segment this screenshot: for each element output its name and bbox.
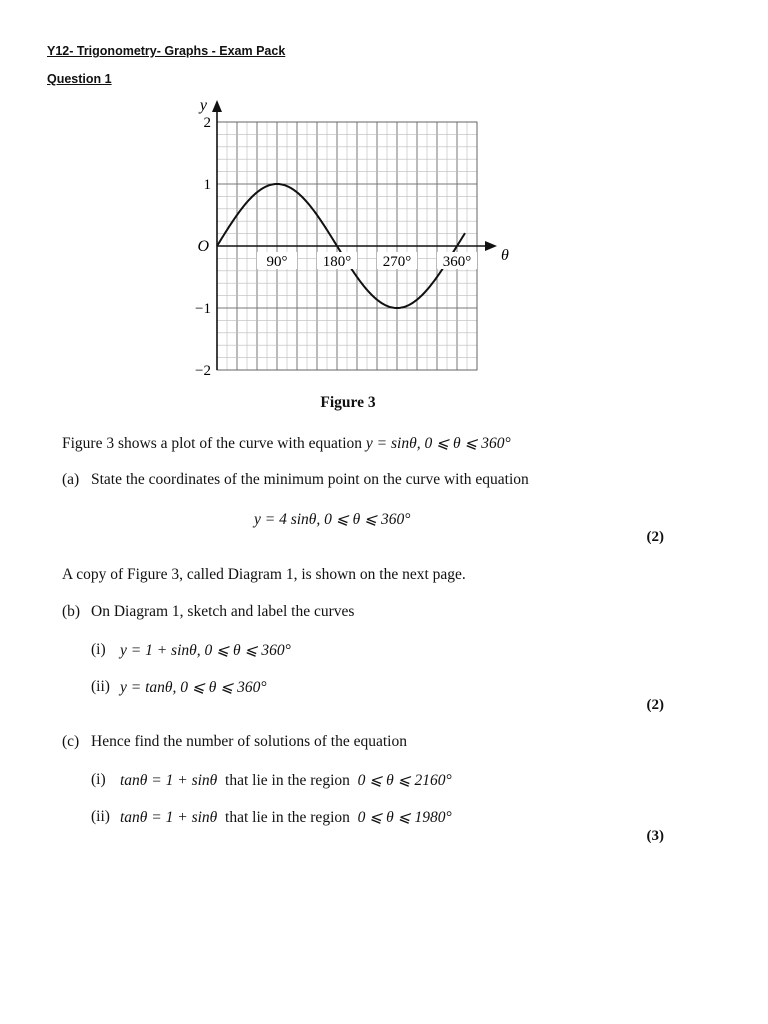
part-c-item-2-region: 0 ⩽ θ ⩽ 1980° [357,809,452,826]
part-a-text: State the coordinates of the minimum point on the curve with equation [91,471,529,488]
chart-axes [212,100,497,370]
y-tick-label: −1 [195,301,211,317]
part-b-item-2-equation: y = tanθ, 0 ⩽ θ ⩽ 360° [120,679,267,696]
part-c-item-2-equation: tanθ = 1 + sinθ [120,809,218,826]
part-c-item-2-region-text: that lie in the region [225,809,350,826]
part-b-item-2-label: (ii) [91,678,110,695]
part-a-equation: y = 4 sinθ, 0 ⩽ θ ⩽ 360° [254,511,411,528]
part-a-label: (a) [62,471,80,488]
part-c-item-2-label: (ii) [91,808,110,825]
part-c-item-2-content [120,808,452,827]
part-b-item-1-label: (i) [91,641,106,658]
x-axis-label: θ [501,247,509,264]
intro-line [62,434,511,453]
y-axis-arrow [212,100,222,112]
part-c-item-1-region-text: that lie in the region [225,772,350,789]
y-tick-label: −2 [195,363,211,379]
part-c-marks: (3) [646,828,664,844]
x-tick-label: 180° [322,254,352,270]
pack-title: Y12- Trigonometry- Graphs - Exam Pack [47,44,286,58]
x-axis-arrow [485,241,497,251]
part-a-marks: (2) [646,529,664,545]
intro-text: Figure 3 shows a plot of the curve with equation [62,435,366,452]
origin-label: O [197,238,209,255]
part-c-item-1-equation: tanθ = 1 + sinθ [120,772,218,789]
x-tick-label: 90° [266,254,288,270]
figure-3-chart [0,0,768,390]
x-tick-label: 360° [442,254,472,270]
y-axis-label: y [199,97,207,114]
y-tick-label: 1 [203,177,211,193]
part-b-label: (b) [62,603,81,620]
question-heading: Question 1 [47,72,112,86]
part-c-item-1-content [120,771,452,790]
part-c-item-1-region: 0 ⩽ θ ⩽ 2160° [357,772,452,789]
x-tick-label: 270° [382,254,412,270]
part-b-marks: (2) [646,697,664,713]
figure-caption: Figure 3 [320,394,376,411]
part-b-text: On Diagram 1, sketch and label the curves [91,603,355,620]
intro-equation: y = sinθ, 0 ⩽ θ ⩽ 360° [365,435,511,452]
part-c-label: (c) [62,733,80,750]
part-b-item-1-equation: y = 1 + sinθ, 0 ⩽ θ ⩽ 360° [120,642,291,659]
part-c-text: Hence find the number of solutions of the equation [91,733,407,750]
part-c-item-1-label: (i) [91,771,106,788]
copy-note: A copy of Figure 3, called Diagram 1, is shown on the next page. [62,566,466,583]
y-tick-label: 2 [203,115,211,131]
